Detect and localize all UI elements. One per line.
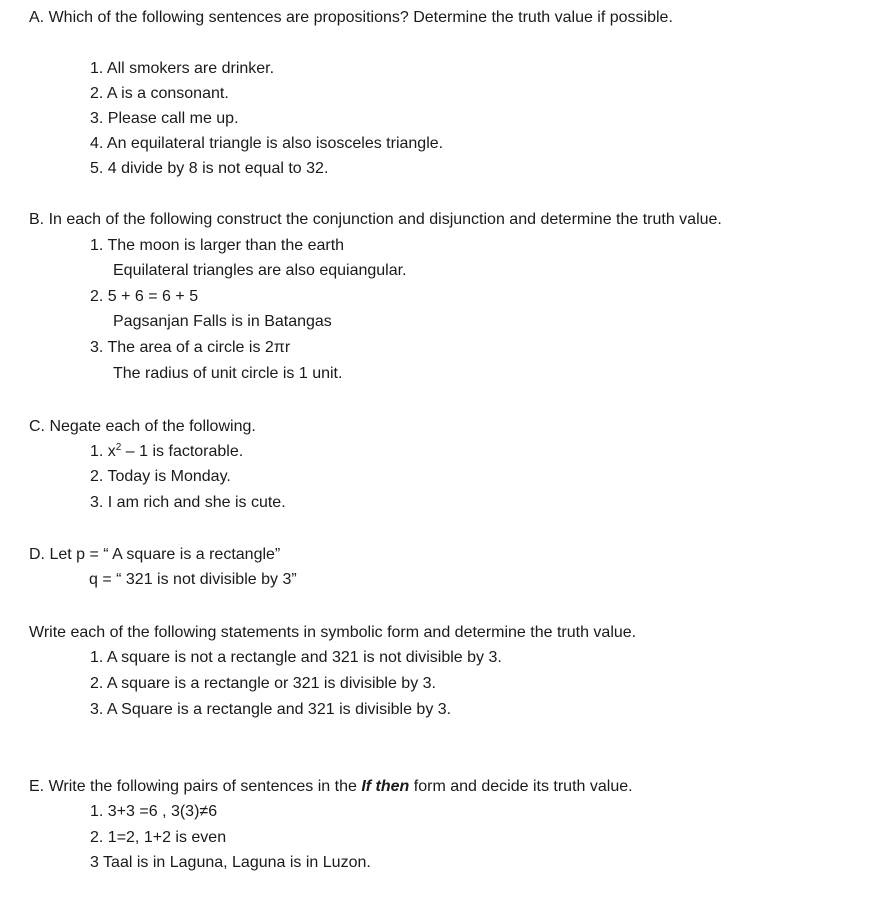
- section-c-item-3: 3. I am rich and she is cute.: [90, 494, 286, 511]
- section-e-header-after: form and decide its truth value.: [409, 778, 633, 795]
- section-a-item-2: 2. A is a consonant.: [90, 85, 229, 102]
- section-d-item-2: 2. A square is a rectangle or 321 is divisible by 3.: [90, 675, 436, 692]
- section-e-header-before: E. Write the following pairs of sentences in the: [29, 778, 362, 795]
- section-e-item-1: 1. 3+3 =6 , 3(3)≠6: [90, 803, 218, 820]
- section-b-item-1-second: Equilateral triangles are also equiangular.: [113, 262, 407, 279]
- section-a-item-4: 4. An equilateral triangle is also isosceles triangle.: [90, 135, 444, 152]
- section-e-item-3: 3 Taal is in Laguna, Laguna is in Luzon.: [90, 854, 371, 871]
- section-c-item-1: [90, 442, 243, 462]
- section-b-item-2-second: Pagsanjan Falls is in Batangas: [113, 313, 332, 330]
- section-d-item-1: 1. A square is not a rectangle and 321 is not divisible by 3.: [90, 649, 502, 666]
- section-c-item-1-exponent: 2: [115, 442, 122, 453]
- section-d-item-3: 3. A Square is a rectangle and 321 is divisible by 3.: [90, 701, 452, 718]
- section-e-item-2: 2. 1=2, 1+2 is even: [90, 829, 227, 846]
- section-a-item-5: 5. 4 divide by 8 is not equal to 32.: [90, 160, 329, 177]
- section-b-header: B. In each of the following construct the conjunction and disjunction and determine the truth value.: [29, 211, 722, 228]
- section-b-item-3-first: 3. The area of a circle is 2πr: [90, 339, 291, 356]
- section-e-header: [29, 777, 633, 797]
- section-a-header: A. Which of the following sentences are propositions? Determine the truth value if possible.: [29, 9, 673, 26]
- section-c-item-1-suffix: – 1 is factorable.: [121, 443, 244, 460]
- section-b-item-1-first: 1. The moon is larger than the earth: [90, 237, 345, 254]
- section-b-item-2-first: 2. 5 + 6 = 6 + 5: [90, 288, 199, 305]
- section-c-header: C. Negate each of the following.: [29, 418, 256, 435]
- section-c-item-2: 2. Today is Monday.: [90, 468, 231, 485]
- section-d-header: D. Let p = “ A square is a rectangle”: [29, 546, 281, 563]
- section-a-item-1: 1. All smokers are drinker.: [90, 60, 275, 77]
- section-c-item-1-prefix: 1. x: [90, 443, 116, 460]
- section-b-item-3-second: The radius of unit circle is 1 unit.: [113, 365, 343, 382]
- section-a-item-3: 3. Please call me up.: [90, 110, 239, 127]
- section-e-header-emphasis: If then: [361, 778, 410, 795]
- section-d-instruction: Write each of the following statements in symbolic form and determine the truth value.: [29, 624, 637, 641]
- section-d-q-definition: q = “ 321 is not divisible by 3”: [89, 571, 297, 588]
